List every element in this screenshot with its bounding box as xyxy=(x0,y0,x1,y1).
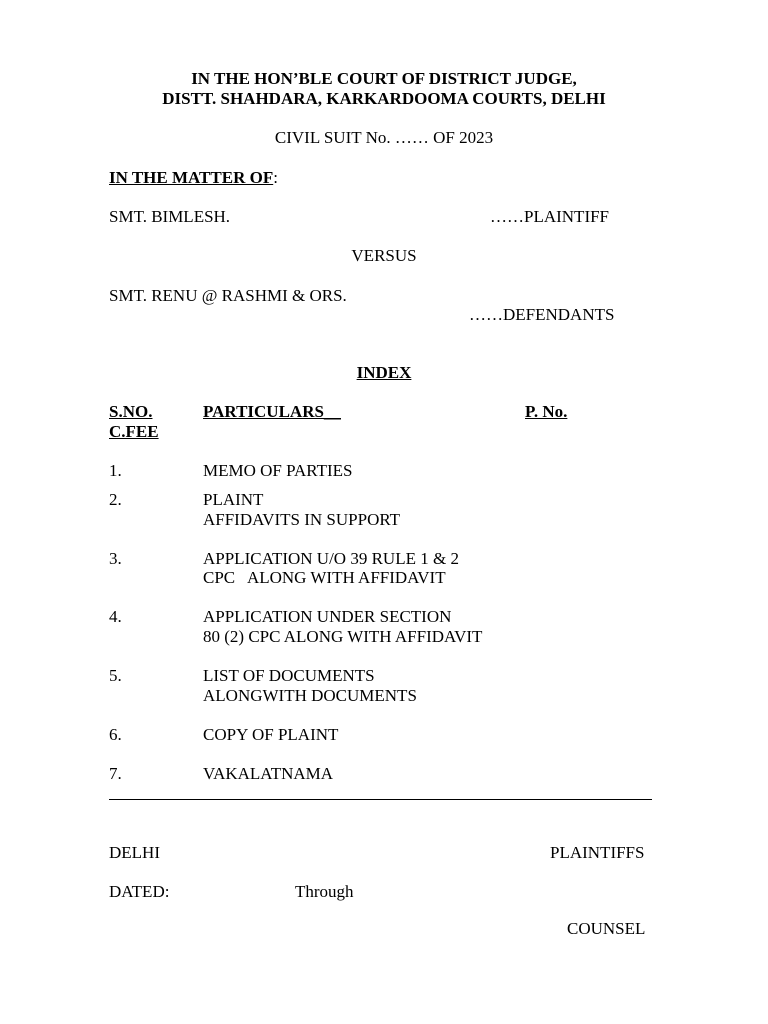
row-1-number: 1. xyxy=(109,461,122,480)
row-3-particulars: APPLICATION U/O 39 RULE 1 & 2 xyxy=(203,549,459,568)
court-location: DISTT. SHAHDARA, KARKARDOOMA COURTS, DELHI xyxy=(162,89,606,108)
footer-through: Through xyxy=(295,882,354,901)
court-name: IN THE HON’BLE COURT OF DISTRICT JUDGE, xyxy=(191,69,577,88)
row-5-particulars: LIST OF DOCUMENTS xyxy=(203,666,375,685)
defendant-role: ……DEFENDANTS xyxy=(469,305,615,324)
suit-number: CIVIL SUIT No. …… OF 2023 xyxy=(274,128,494,147)
row-4-number: 4. xyxy=(109,607,122,626)
col-header-sno: S.NO. xyxy=(109,402,153,421)
versus-label: VERSUS xyxy=(351,246,417,265)
row-6-number: 6. xyxy=(109,725,122,744)
plaintiff-role: ……PLAINTIFF xyxy=(490,207,610,226)
row-4-particulars: APPLICATION UNDER SECTION xyxy=(203,607,452,626)
row-2-number: 2. xyxy=(109,490,122,509)
col-header-particulars-label: PARTICULARS__ xyxy=(203,402,341,421)
footer-place: DELHI xyxy=(109,843,160,862)
row-6-particulars: COPY OF PLAINT xyxy=(203,725,339,744)
row-7-particulars: VAKALATNAMA xyxy=(203,764,334,783)
index-title: INDEX xyxy=(356,363,412,382)
col-header-cfee: C.FEE xyxy=(109,422,159,441)
footer-dated: DATED: xyxy=(109,882,170,901)
matter-heading xyxy=(109,168,278,188)
plaintiff-name: SMT. BIMLESH. xyxy=(109,207,231,226)
row-5-number: 5. xyxy=(109,666,122,685)
row-7-number: 7. xyxy=(109,764,122,783)
row-5-particulars-cont: ALONGWITH DOCUMENTS xyxy=(203,686,417,705)
row-2-particulars-cont: AFFIDAVITS IN SUPPORT xyxy=(203,510,401,529)
row-4-particulars-cont: 80 (2) CPC ALONG WITH AFFIDAVIT xyxy=(203,627,483,646)
footer-party: PLAINTIFFS xyxy=(550,843,645,862)
defendant-name: SMT. RENU @ RASHMI & ORS. xyxy=(109,286,347,305)
row-3-particulars-cont: CPC ALONG WITH AFFIDAVIT xyxy=(203,568,446,587)
row-3-number: 3. xyxy=(109,549,122,568)
col-header-pno: P. No. xyxy=(525,402,568,421)
row-2-particulars: PLAINT xyxy=(203,490,264,509)
horizontal-rule xyxy=(109,799,652,800)
matter-colon: : xyxy=(273,168,278,187)
row-1-particulars: MEMO OF PARTIES xyxy=(203,461,353,480)
col-header-particulars xyxy=(203,402,571,422)
matter-label: IN THE MATTER OF xyxy=(109,168,274,187)
footer-counsel: COUNSEL xyxy=(567,919,646,938)
